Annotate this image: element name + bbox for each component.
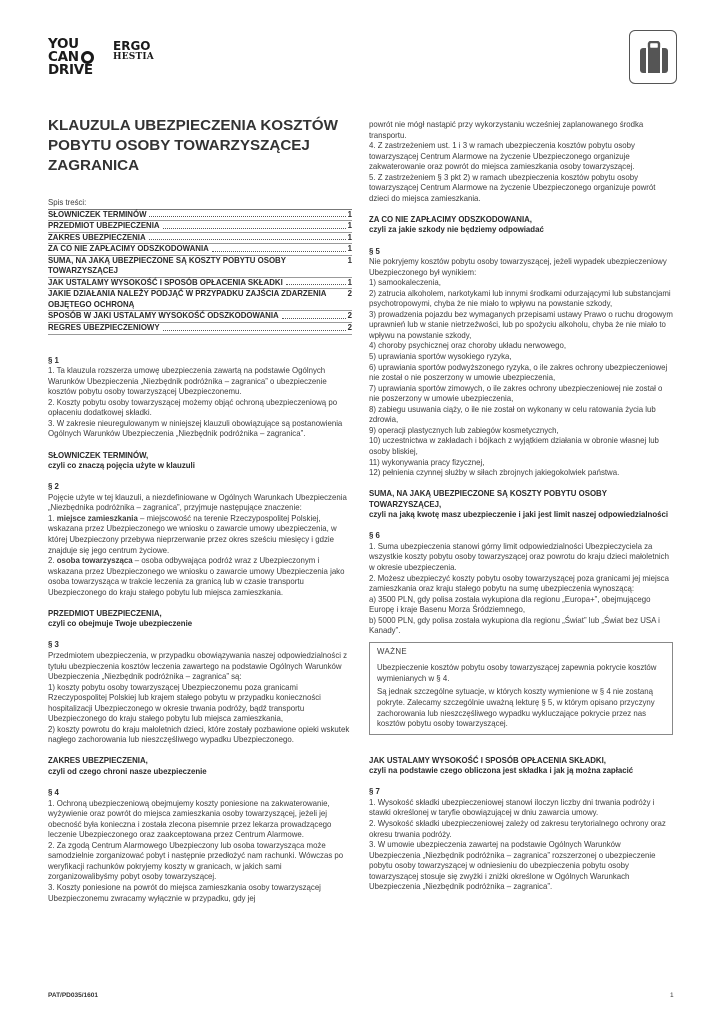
suitcase-icon bbox=[639, 41, 669, 75]
paragraph-2-item-1: 1. miejsce zamieszkania – miejscowość na terenie Rzeczypospolitej Polskiej, wskazana przez Ubezpieczonego we wniosku o zawarcie umowy ubezpieczenia, w której Ubezpieczony przebywa nieprzerwanie przez okres sześciu miesięcy i gdzie znajduje się jego centrum życiowe. bbox=[48, 513, 337, 555]
section-subheading-subject: czyli co obejmuje Twoje ubezpieczenie bbox=[48, 619, 193, 629]
section-subheading-glossary: czyli co znaczą pojęcia użyte w klauzuli bbox=[48, 461, 195, 471]
note-label: WAŻNE bbox=[377, 646, 408, 656]
paragraph-4-text: 1. Ochroną ubezpieczeniową obejmujemy koszty poniesione na zakwaterowanie, wyżywienie oraz powrót do miejsca zamieszkania osoby towarzyszącej, jeżeli jej obecność była konieczna i została zlecona pisemnie przez lekarza prowadzącego leczenie Ubezpieczonego oraz zaakceptowana przez Centrum Alarmowe. 2. Za zgodą Centrum Alarmowego Ubezpieczony lub osoba towarzysząca może samodzielnie zorganizować pobyt i następnie przedłożyć nam rachunki. Wówczas po weryfikacji rachunków pokryjemy koszty w granicach, w jakich sami zorganizowalibyśmy pobyt osoby towarzyszącej. 3. Koszty poniesione na powrót do miejsca zamieszkania osoby towarzyszącej Ubezpieczonemu zwracamy wyłącznie w przypadku, gdy jej bbox=[48, 798, 344, 903]
section-subheading-premium: czyli na podstawie czego obliczona jest składka i jak ją można zapłacić bbox=[369, 766, 634, 776]
document-title: KLAUZULA UBEZPIECZENIA KOSZTÓW POBYTU OSOBY TOWARZYSZĄCEJ ZAGRANICA bbox=[48, 117, 338, 174]
product-badge bbox=[629, 30, 677, 84]
toc-item[interactable]: JAK USTALAMY WYSOKOŚĆ I SPOSÓB OPŁACENIA SKŁADKI 1 bbox=[48, 278, 352, 290]
table-of-contents bbox=[48, 209, 352, 335]
paragraph-number: § 1 bbox=[48, 355, 59, 365]
toc-item[interactable]: ZA CO NIE ZAPŁACIMY ODSZKODOWANIA 1 bbox=[48, 244, 352, 256]
section-heading-premium: JAK USTALAMY WYSOKOŚĆ I SPOSÓB OPŁACENIA SKŁADKI, bbox=[369, 755, 606, 765]
section-subheading-exclusions: czyli za jakie szkody nie będziemy odpowiadać bbox=[369, 225, 544, 235]
paragraph-number: § 3 bbox=[48, 640, 59, 650]
section-heading-glossary: SŁOWNICZEK TERMINÓW, bbox=[48, 450, 149, 460]
paragraph-number: § 7 bbox=[369, 787, 380, 797]
page-number: 1 bbox=[670, 992, 674, 999]
toc-item[interactable]: REGRES UBEZPIECZENIOWY 2 bbox=[48, 323, 352, 335]
toc-item[interactable]: SUMA, NA JAKĄ UBEZPIECZONE SĄ KOSZTY POBYTU OSOBY TOWARZYSZĄCEJ 1 bbox=[48, 256, 352, 278]
ergo-hestia-logo bbox=[113, 41, 154, 63]
paragraph-number: § 6 bbox=[369, 531, 380, 541]
paragraph-2-item-2: 2. osoba towarzysząca – osoba odbywająca podróż wraz z Ubezpieczonym i wskazana przez Ubezpieczonego we wniosku o zawarcie umowy Ubezpieczenia jako osoba towarzysząca w trakcie leczenia za granicą lub w czasie transportu Ubezpieczonego do kraju stałego pobytu lub miejsca zamieszkania. bbox=[48, 556, 345, 597]
toc-item[interactable]: PRZEDMIOT UBEZPIECZENIA 1 bbox=[48, 221, 352, 233]
paragraph-6-text: 1. Suma ubezpieczenia stanowi górny limit odpowiedzialności Ubezpieczyciela za wszystkie koszty pobytu osoby towarzyszącej oraz powrotu do kraju dzieci małoletnich w okresie ubezpieczenia. 2. Możesz ubezpieczyć koszty pobytu osoby towarzyszącej poza granicami jej miejsca zamieszkania oraz kraju stałego pobytu na sumę ubezpieczenia wynoszącą: a) 3500 PLN, gdy polisa została wykupiona dla regionu „Europa+”, obejmującego Europę i kraje Basenu Morza Śródziemnego, b) 5000 PLN, gdy polisa została wykupiona dla regionu „Świat” lub „Świat bez USA i Kanady”. bbox=[369, 541, 669, 636]
term-osoba-towarzyszaca: osoba towarzysząca bbox=[56, 556, 133, 566]
toc-item[interactable]: SŁOWNICZEK TERMINÓW 1 bbox=[48, 210, 352, 222]
logo-ergo-text: ERGO bbox=[113, 39, 151, 53]
paragraph-number: § 2 bbox=[48, 482, 59, 492]
toc-item[interactable]: ZAKRES UBEZPIECZENIA 1 bbox=[48, 233, 352, 245]
paragraph-4-continued: powrót nie mógł nastąpić przy wykorzystaniu wcześniej zaplanowanego środka transportu. 4. Z zastrzeżeniem ust. 1 i 3 w ramach ubezpieczenia kosztów pobytu osoby towarzyszącej Centrum Alarmowe na życzenie Ubezpieczonego organizuje zakwaterowanie oraz powrót do miejsca zamieszkania osoby towarzyszącej. 5. Z zastrzeżeniem § 3 pkt 2) w ramach ubezpieczenia kosztów pobytu osoby towarzyszącej Centrum Alarmowe na życzenie Ubezpieczonego organizuje powrót dzieci do miejsca zamieszkania. bbox=[369, 120, 656, 203]
paragraph-7-text: 1. Wysokość składki ubezpieczeniowej stanowi iloczyn liczby dni trwania podróży i stawki określonej w taryfie obowiązującej w dniu zawarcia umowy. 2. Wysokość składki ubezpieczeniowej zależy od zakresu terytorialnego ochrony oraz okresu trwania podróży. 3. W umowie ubezpieczenia zawartej na podstawie Ogólnych Warunków Ubezpieczenia „Niezbędnik podróżnika – zagranica” rozszerzonej o ubezpieczenie pobytu osoby towarzyszącej w odniesieniu do ubezpieczenia pobytu osoby towarzyszącej stosuje się zwyżki i zniżki określone w Ogólnych Warunkach Ubezpieczenia „Niezbędnik podróżnika – zagranica”. bbox=[369, 797, 666, 892]
logo-hestia-text: HESTIA bbox=[113, 52, 154, 62]
note-text-1: Ubezpieczenie kosztów pobytu osoby towarzyszącej zapewnia pokrycie kosztów wymienianych w § 4. bbox=[377, 663, 657, 683]
logo-word-you: YOU bbox=[48, 36, 79, 52]
paragraph-1-text: 1. Ta klauzula rozszerza umowę ubezpieczenia zawartą na podstawie Ogólnych Warunków Ubezpieczenia „Niezbędnik podróżnika – zagranica” o ubezpieczenie kosztów pobytu osoby towarzyszącej Ubezpieczonemu. 2. Koszty pobytu osoby towarzyszącej możemy objąć ochroną ubezpieczeniową po opłaceniu dodatkowej składki. 3. W zakresie nieuregulowanym w niniejszej klauzuli obowiązujące są postanowienia Ogólnych Warunków Ubezpieczenia „Niezbędnik podróżnika – zagranica”. bbox=[48, 366, 343, 439]
term-miejsce-zamieszkania: miejsce zamieszkania bbox=[56, 513, 138, 523]
paragraph-3-text: Przedmiotem ubezpieczenia, w przypadku obowiązywania naszej odpowiedzialności z tytułu ubezpieczenia kosztów leczenia zawartego na podstawie Ogólnych Warunków Ubezpieczenia „Niezbędnik podróżnika – zagranica” są: 1) koszty pobytu osoby towarzyszącej Ubezpieczonemu poza granicami Rzeczypospolitej Polskiej lub krajem stałego pobytu w przypadku konieczności hospitalizacji Ubezpieczonego w okresie trwania podróży, bądź transportu Ubezpieczonego do kraju stałego pobytu lub miejsca zamieszkania, 2) koszty powrotu do kraju małoletnich dzieci, które zostały pozbawione opieki wskutek nagłego zachorowania lub nieszczęśliwego wypadku Ubezpieczonego. bbox=[48, 650, 350, 745]
paragraph-number: § 5 bbox=[369, 246, 380, 256]
important-note-box bbox=[369, 642, 673, 735]
note-text-2: Są jednak szczególne sytuacje, w których koszty wymienione w § 4 nie zostaną pokryte. Zalecamy szczególnie uważną lekturę § 5, w którym opisano przyczyny zachorowania lub nieszczęśliwego wypadku wykluczające pokrycie przez nas kosztów pobytu osoby towarzyszącej. bbox=[377, 687, 655, 729]
paragraph-5-text: Nie pokryjemy kosztów pobytu osoby towarzyszącej, jeżeli wypadek ubezpieczeniowy Ubezpieczonego był wynikiem: 1) samookaleczenia, 2) zatrucia alkoholem, narkotykami lub innymi środkami odurzającymi lub substancjami psychotropowymi, chyba że nie miało to wpływu na powstanie szkody, 3) prowadzenia pojazdu bez wymaganych przepisami ustawy Prawo o ruchu drogowym uprawnień lub w stanie nietrzeźwości, lub po spożyciu alkoholu, chyba że nie miało to wpływu na powstanie szkody, 4) choroby psychicznej oraz choroby układu nerwowego, 5) uprawiania sportów wysokiego ryzyka, 6) uprawiania sportów podwyższonego ryzyka, o ile zakres ochrony ubezpieczeniowej nie został o nie poszerzony w umowie ubezpieczenia, 7) uprawiania sportów zimowych, o ile zakres ochrony ubezpieczeniowej nie został o nie poszerzony w umowie ubezpieczenia, 8) zabiegu usuwania ciąży, o ile nie został on wykonany w celu ratowania życia lub zdrowia, 9) operacji plastycznych lub zabiegów kosmetycznych, 10) uczestnictwa w zakładach i bójkach z wyjątkiem działania w obronie własnej lub osoby bliskiej, 11) wykonywania pracy fizycznej, 12) pełnienia czynnej służby w siłach zbrojnych jakiegokolwiek państwa. bbox=[369, 257, 673, 478]
logo-word-drive: DRIVE bbox=[48, 62, 93, 78]
toc-heading: Spis treści: bbox=[48, 198, 87, 207]
section-heading-sum: SUMA, NA JAKĄ UBEZPIECZONE SĄ KOSZTY POBYTU OSOBY TOWARZYSZĄCEJ, bbox=[369, 489, 607, 509]
toc-item[interactable]: JAKIE DZIAŁANIA NALEŻY PODJĄĆ W PRZYPADKU ZAJŚCIA ZDARZENIA OBJĘTEGO OCHRONĄ 2 bbox=[48, 289, 352, 311]
document-code: PAT/PD035/1601 bbox=[48, 992, 98, 999]
section-heading-scope: ZAKRES UBEZPIECZENIA, bbox=[48, 756, 148, 766]
paragraph-2-intro: Pojęcie użyte w tej klauzuli, a niezdefiniowane w Ogólnych Warunkach Ubezpieczenia „Niezbędnika podróżnika – zagranica”, przyjmuje następujące znaczenie: bbox=[48, 492, 347, 513]
left-column bbox=[48, 116, 352, 904]
section-heading-exclusions: ZA CO NIE ZAPŁACIMY ODSZKODOWANIA, bbox=[369, 214, 532, 224]
toc-item[interactable]: SPOSÓB W JAKI USTALAMY WYSOKOŚĆ ODSZKODOWANIA 2 bbox=[48, 311, 352, 323]
right-column bbox=[369, 120, 673, 893]
section-subheading-sum: czyli na jaką kwotę masz ubezpieczenie i jaki jest limit naszej odpowiedzialności bbox=[369, 510, 669, 520]
section-heading-subject: PRZEDMIOT UBEZPIECZENIA, bbox=[48, 608, 162, 618]
paragraph-number: § 4 bbox=[48, 788, 59, 798]
you-can-drive-logo bbox=[48, 38, 110, 84]
logo-word-can: CAN bbox=[48, 49, 79, 65]
section-subheading-scope: czyli od czego chroni nasze ubezpieczenie bbox=[48, 766, 207, 776]
